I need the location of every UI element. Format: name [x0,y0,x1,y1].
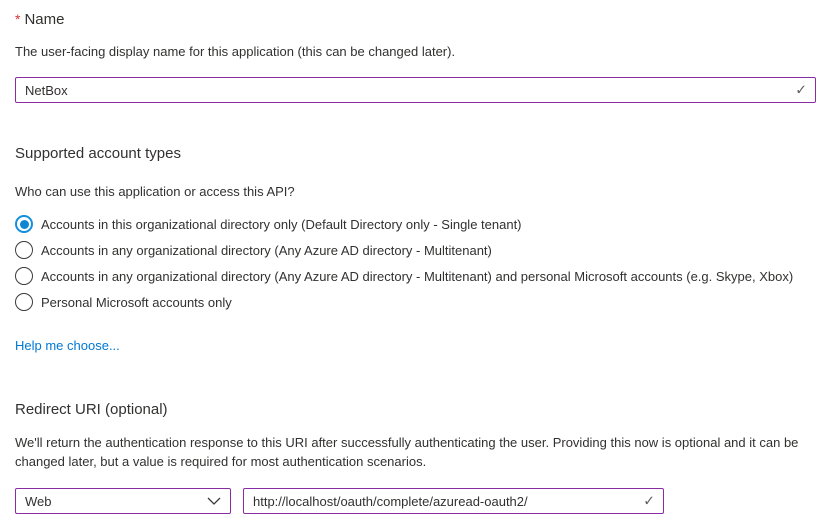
radio-option-personal-only[interactable] [15,289,816,315]
account-types-question: Who can use this application or access this API? [15,184,295,199]
radio-option-label: Accounts in any organizational directory (Any Azure AD directory - Multitenant) and personal Microsoft accounts (e.g. Skype, Xbox) [41,268,794,284]
name-label: Name [24,11,65,28]
radio-option-single-tenant[interactable] [15,211,816,237]
radio-option-multitenant[interactable] [15,237,816,263]
account-types-heading: Supported account types [15,145,181,162]
redirect-uri-field-container [243,488,664,514]
radio-option-multitenant-personal[interactable] [15,263,816,289]
valid-checkmark-icon: ✓ [643,492,655,509]
platform-selected-value: Web [25,493,52,509]
radio-unselected-icon [15,267,33,285]
redirect-uri-input[interactable] [244,489,663,513]
app-name-input[interactable] [16,78,815,102]
chevron-down-icon [207,497,221,505]
platform-select-dropdown[interactable] [15,488,231,514]
help-me-choose-link[interactable]: Help me choose... [15,338,120,353]
radio-unselected-icon [15,293,33,311]
redirect-uri-row [15,488,816,514]
radio-option-label: Personal Microsoft accounts only [41,294,232,310]
valid-checkmark-icon: ✓ [795,81,807,98]
name-description: The user-facing display name for this application (this can be changed later). [15,44,456,59]
redirect-uri-heading: Redirect URI (optional) [15,401,168,418]
radio-option-label: Accounts in any organizational directory (Any Azure AD directory - Multitenant) [41,242,492,258]
radio-option-label: Accounts in this organizational directory only (Default Directory only - Single tenant) [41,216,522,232]
radio-selected-icon [15,215,33,233]
required-asterisk: * [15,11,21,27]
account-types-radio-group [15,211,816,315]
name-section-heading [15,11,816,28]
radio-unselected-icon [15,241,33,259]
redirect-uri-description: We'll return the authentication response to this URI after successfully authenticating the user. Providing this now is optional and it can be changed later, but a value is required for most authentication scenarios. [15,435,799,469]
name-field-container [15,77,816,103]
